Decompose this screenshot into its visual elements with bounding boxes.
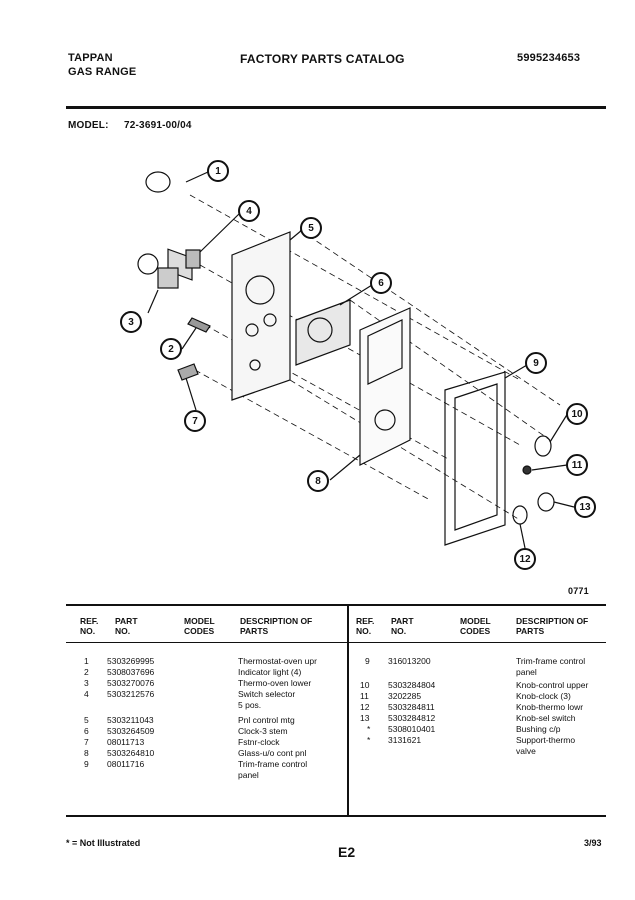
callout-10: 10 [566,403,588,425]
table-row-desc: valve [516,746,536,756]
table-row-desc: Support-thermo [516,735,576,745]
table-row-ref: 11 [360,691,369,701]
callout-12: 12 [514,548,536,570]
revision-date: 3/93 [584,838,602,848]
callout-3: 3 [120,311,142,333]
table-row-part: 5303270076 [107,678,155,688]
table-row-ref: * [367,735,371,745]
table-header-rule [66,642,606,643]
table-row-part: 08011713 [107,737,145,747]
table-row-ref: 4 [84,689,89,699]
callout-9: 9 [525,352,547,374]
table-row-desc: Knob-control upper [516,680,589,690]
catalog-title: FACTORY PARTS CATALOG [240,52,405,66]
table-row-part: 5303284804 [388,680,436,690]
table-row-part: 5308010401 [388,724,436,734]
callout-1: 1 [207,160,229,182]
header-part-no-right: PART NO. [391,616,414,636]
table-row-desc: Knob-clock (3) [516,691,571,701]
header-description-right: DESCRIPTION OF PARTS [516,616,589,636]
table-row-part: 5308037696 [107,667,155,677]
table-row-ref: 5 [84,715,89,725]
table-row-ref: 1 [84,656,89,666]
table-row-ref: 13 [360,713,370,723]
callout-4: 4 [238,200,260,222]
catalog-number: 5995234653 [517,52,581,64]
callout-5: 5 [300,217,322,239]
table-row-ref: 10 [360,680,370,690]
table-top-rule [66,604,606,606]
table-row-desc: Switch selector [238,689,296,699]
table-row-part: 3131621 [388,735,422,745]
table-bottom-rule [66,815,606,817]
table-row-part: 5303264810 [107,748,155,758]
table-row-ref: 9 [365,656,370,666]
table-row-part: 5303284811 [388,702,435,712]
table-row-part: 5303284812 [388,713,436,723]
table-row-ref: 3 [84,678,89,688]
table-row-ref: 12 [360,702,370,712]
table-row-desc: Bushing c/p [516,724,561,734]
page-number: E2 [338,844,356,860]
header-model-codes-right: MODEL CODES [460,616,491,636]
table-row-part: 3202285 [388,691,422,701]
table-row-desc: Trim-frame control [238,759,308,769]
table-row-ref: * [367,724,371,734]
callout-6: 6 [370,272,392,294]
table-row-part: 5303264509 [107,726,155,736]
header-ref-no-right: REF. NO. [356,616,375,636]
callout-2: 2 [160,338,182,360]
thermostat-upper-part [146,172,192,280]
table-row-desc: Knob-sel switch [516,713,576,723]
table-row-desc: Indicator light (4) [238,667,302,677]
table-row-desc: Trim-frame control [516,656,586,666]
table-row-ref: 2 [84,667,89,677]
diagram-ref-code: 0771 [568,586,589,596]
table-row-part: 5303211043 [107,715,154,725]
header-description-left: DESCRIPTION OF PARTS [240,616,313,636]
table-row-ref: 7 [84,737,89,747]
table-row-desc: Fstnr-clock [238,737,280,747]
table-row-part: 5303212576 [107,689,155,699]
table-row-ref: 6 [84,726,89,736]
table-row-part: 08011716 [107,759,145,769]
model-value: 72-3691-00/04 [124,120,192,131]
table-divider [347,604,349,816]
callout-7: 7 [184,410,206,432]
table-row-ref: 8 [84,748,89,758]
table-row-desc: 5 pos. [238,700,262,710]
callout-11: 11 [566,454,588,476]
table-row-part: 316013200 [388,656,431,666]
table-row-ref: 9 [84,759,89,769]
callout-13: 13 [574,496,596,518]
table-row-desc: Knob-thermo lowr [516,702,584,712]
callout-8: 8 [307,470,329,492]
table-row-desc: Glass-u/o cont pnl [238,748,307,758]
table-row-desc: panel [238,770,259,780]
model-label: MODEL: [68,120,109,131]
header-model-codes-left: MODEL CODES [184,616,215,636]
table-row-part: 5303269995 [107,656,155,666]
not-illustrated-note: * = Not Illustrated [66,838,141,848]
header-part-no-left: PART NO. [115,616,138,636]
table-row-desc: Thermostat-oven upr [238,656,317,666]
table-row-desc: Clock-3 stem [238,726,288,736]
table-row-desc: panel [516,667,537,677]
brand-name: TAPPAN [68,52,113,64]
header-ref-no-left: REF. NO. [80,616,99,636]
table-row-desc: Pnl control mtg [238,715,295,725]
table-row-desc: Thermo-oven lower [238,678,312,688]
product-name: GAS RANGE [68,66,137,78]
